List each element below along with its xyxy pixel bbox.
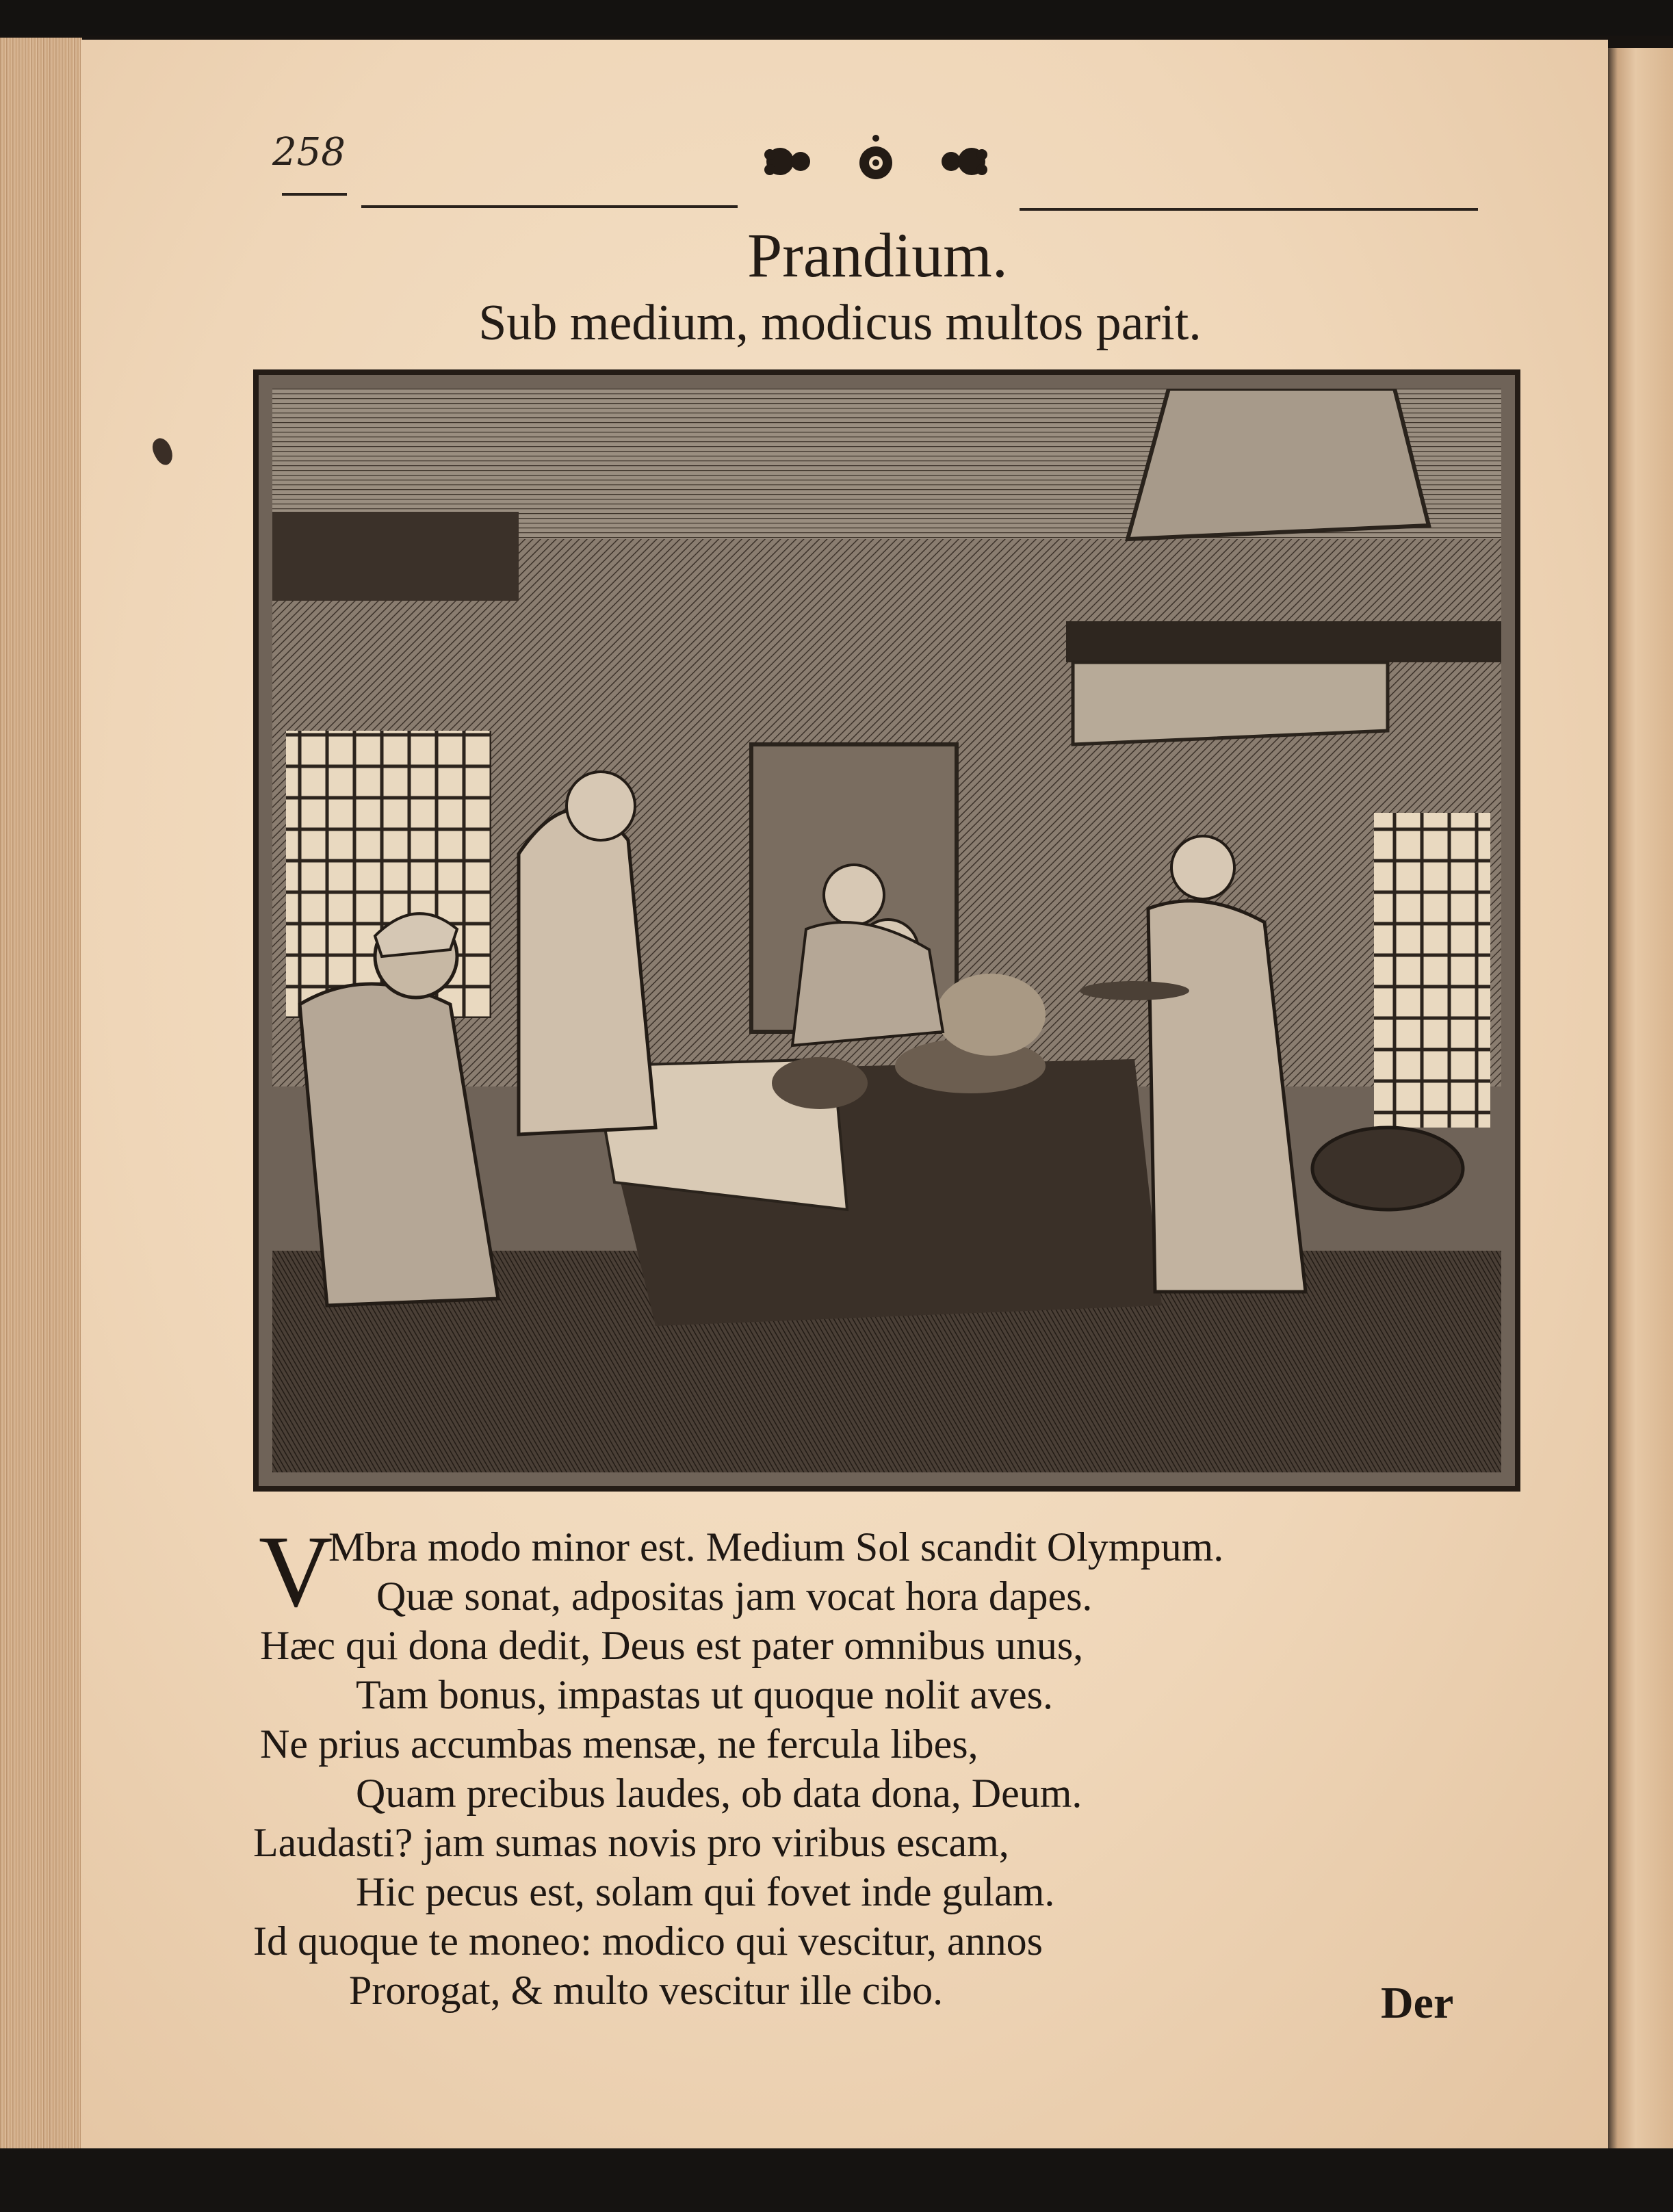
poem-line: Prorogat, & multo vescitur ille cibo. <box>349 1968 944 2013</box>
page-title: Prandium. <box>747 220 1008 290</box>
dining-scene-engraving <box>272 389 1501 1472</box>
poem-line: Id quoque te moneo: modico qui vescitur, annos <box>253 1918 1043 1964</box>
facing-page-edge <box>1608 48 1673 2148</box>
poem-line: Mbra modo minor est. Medium Sol scandit Olympum. <box>328 1524 1224 1570</box>
poem-line: Hic pecus est, solam qui fovet inde gulam. <box>356 1869 1055 1914</box>
poem-line: Ne prius accumbas mensæ, ne fercula libes, <box>260 1721 978 1767</box>
engraving-illustration <box>253 369 1520 1492</box>
header-rule-right <box>1020 208 1478 211</box>
book-page-edges <box>0 38 82 2148</box>
drop-cap-letter: V <box>259 1515 333 1628</box>
scan-top-band <box>0 0 1673 36</box>
page-motto: Sub medium, modicus multos parit. <box>478 295 1202 351</box>
poem-line: Quam precibus laudes, ob data dona, Deum. <box>356 1771 1082 1816</box>
poem-line: Laudasti? jam sumas novis pro viribus escam, <box>253 1820 1009 1865</box>
header-rule-left <box>361 205 738 208</box>
poem-line: Tam bonus, impastas ut quoque nolit aves. <box>356 1672 1054 1717</box>
page-number: 258 <box>272 130 346 174</box>
scan-bottom-band <box>0 2148 1673 2212</box>
header-rule-short <box>282 193 347 196</box>
printer-ornament-icon <box>753 134 999 189</box>
poem-line: Hæc qui dona dedit, Deus est pater omnibus unus, <box>260 1623 1084 1668</box>
poem-line: Quæ sonat, adpositas jam vocat hora dapes. <box>376 1574 1093 1619</box>
catchword: Der <box>1381 1978 1454 2028</box>
